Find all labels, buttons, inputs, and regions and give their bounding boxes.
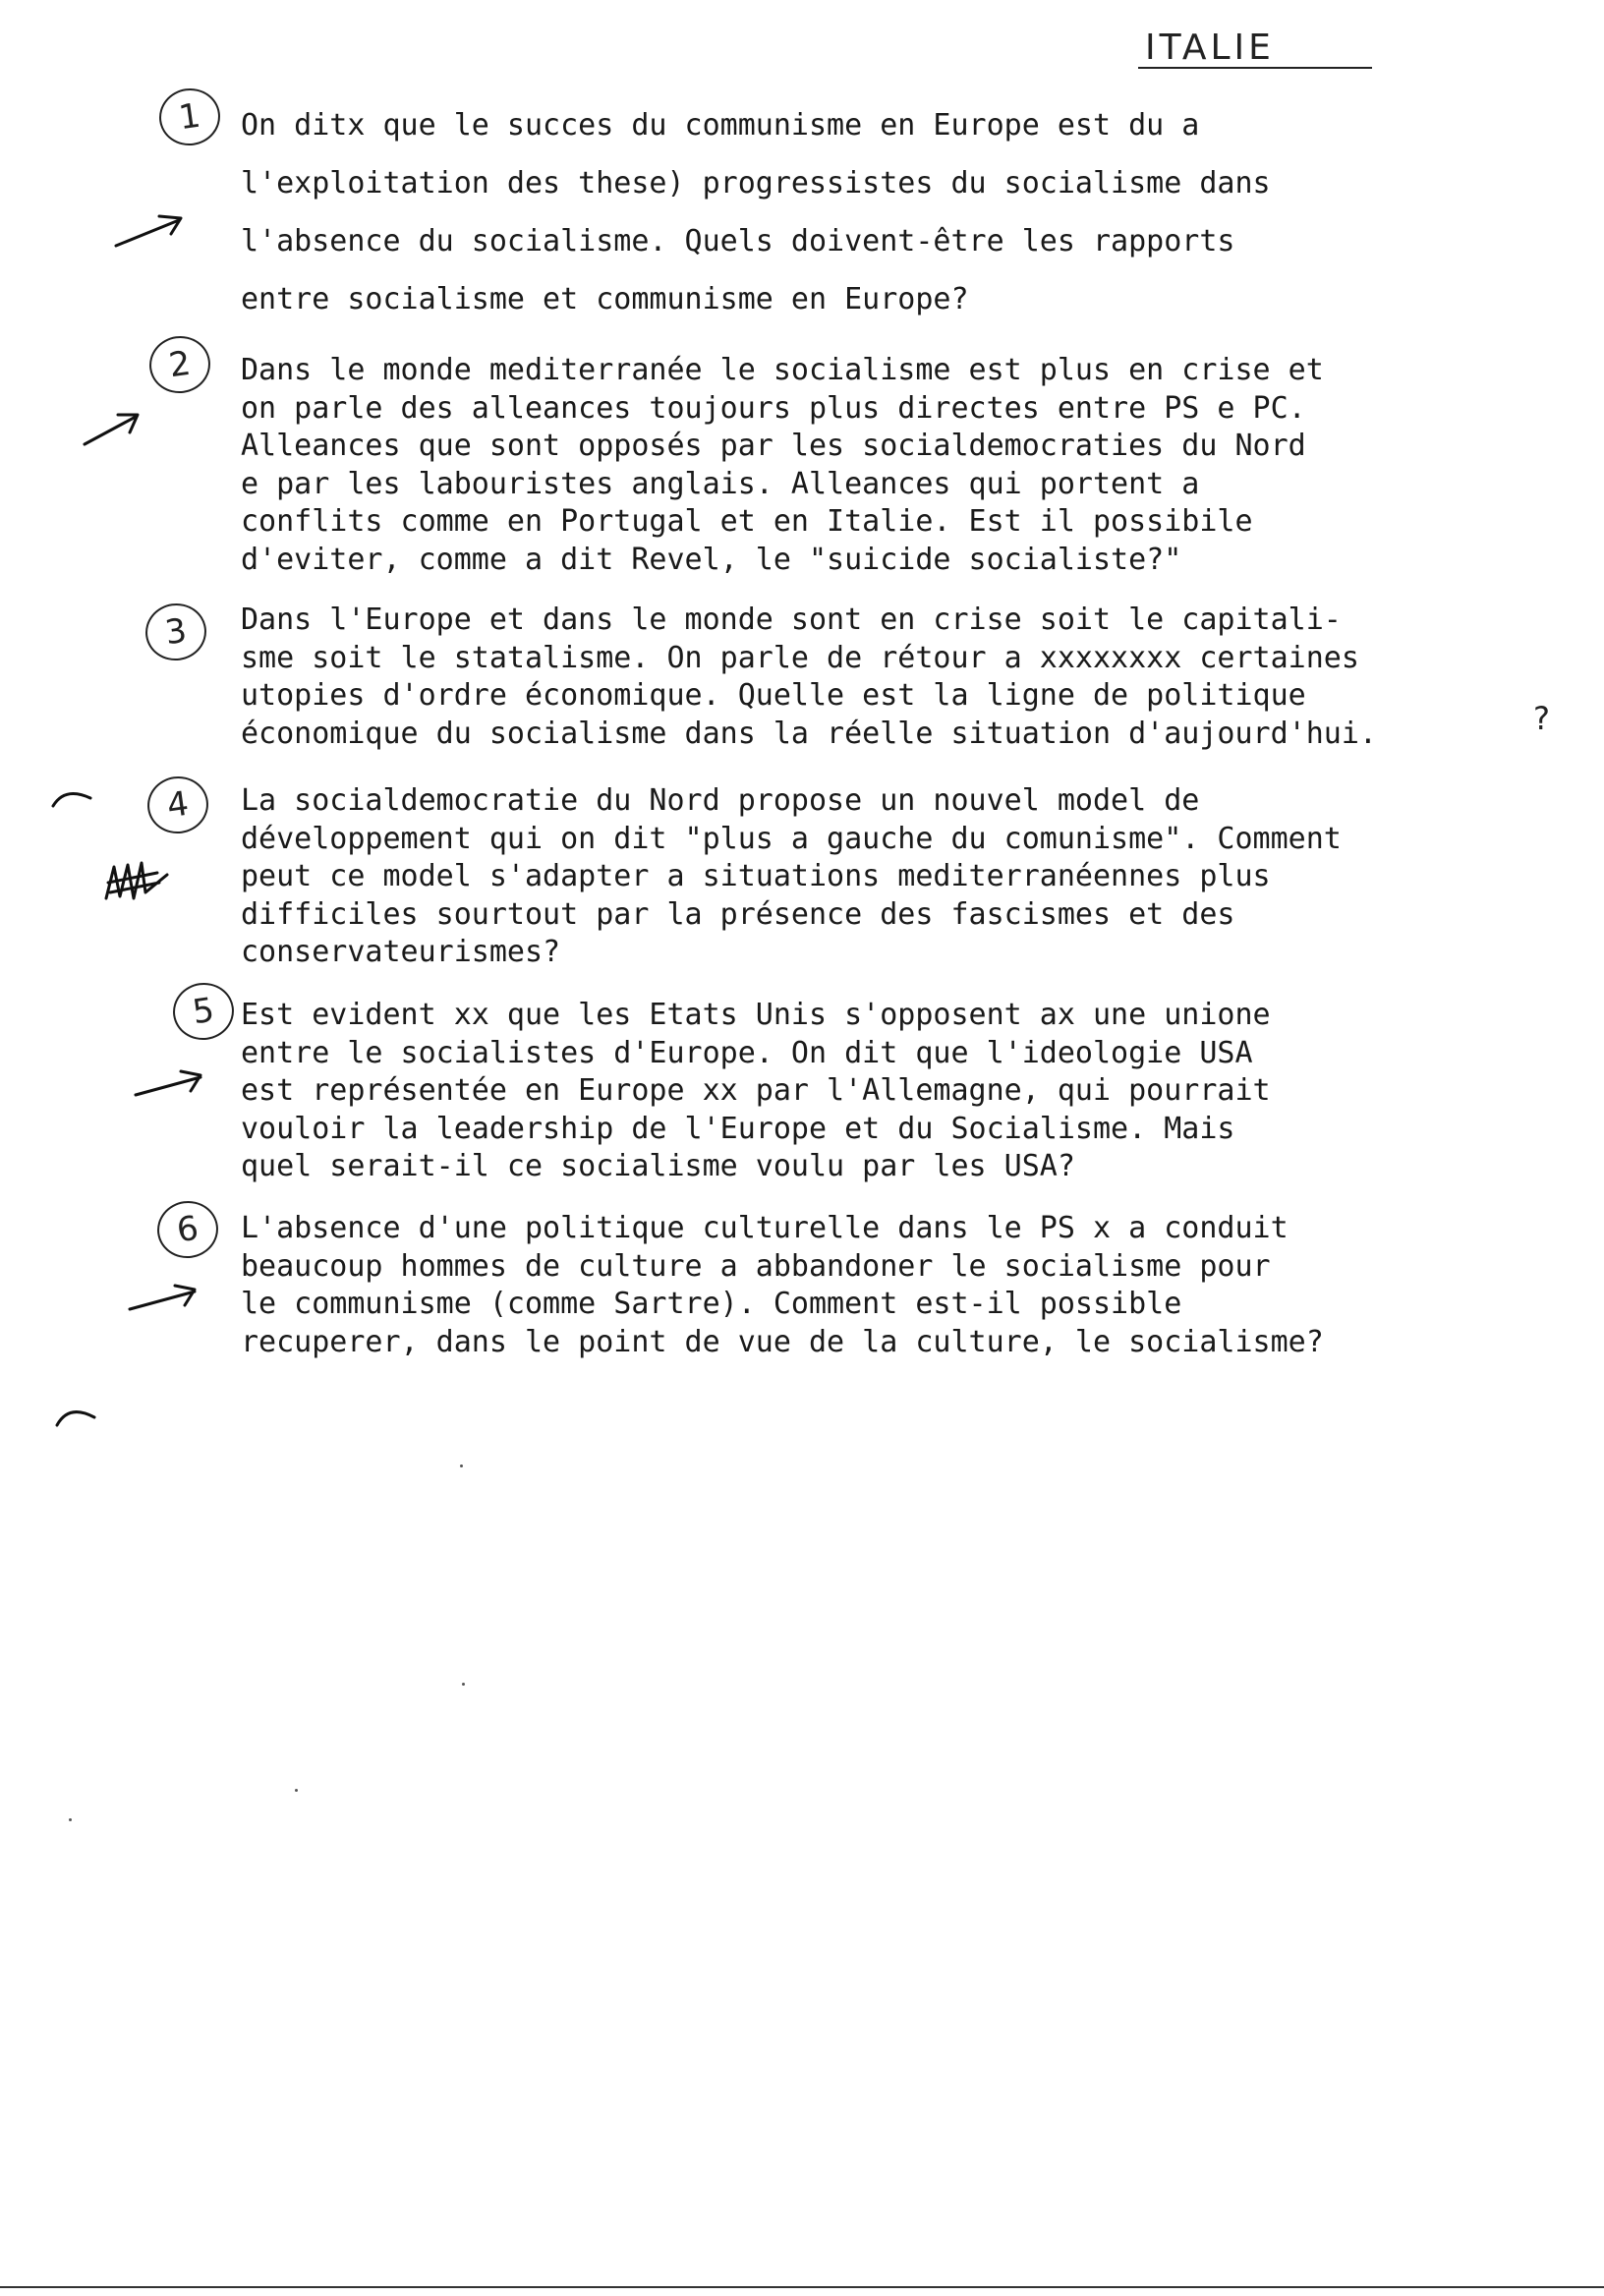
margin-question-mark: ? [1533,700,1550,737]
question-line: La socialdemocratie du Nord propose un nouvel model de [241,783,1200,818]
page-bottom-edge [0,2286,1604,2288]
question-line: difficiles sourtout par la présence des fascismes et des [241,896,1235,932]
question-2 [241,352,1558,579]
question-line: Est evident xx que les Etats Unis s'opposent ax une unione [241,998,1271,1032]
question-line: e par les labouristes anglais. Alleances qui portent a [241,466,1200,501]
scan-speck [460,1464,463,1467]
question-marker-5: 5 [169,979,237,1044]
question-marker-4: 4 [143,773,211,837]
question-3 [241,602,1558,753]
question-line: utopies d'ordre économique. Quelle est la ligne de politique [241,678,1306,713]
arrow-icon [130,1063,208,1103]
question-line: Alleances que sont opposés par les socialdemocraties du Nord [241,429,1306,463]
scan-speck [462,1683,465,1686]
question-line: Dans le monde mediterranée le socialisme est plus en crise et [241,353,1324,387]
question-line: le communisme (comme Sartre). Comment est-il possible [241,1287,1182,1321]
question-line: l'exploitation des these) progressistes du socialisme dans [241,166,1271,201]
question-line: économique du socialisme dans la réelle situation d'aujourd'hui. [241,716,1377,751]
scan-speck [69,1818,72,1821]
question-marker-2: 2 [145,332,213,397]
question-line: d'eviter, comme a dit Revel, le "suicide socialiste?" [241,542,1182,577]
question-line: développement qui on dit "plus a gauche du comunisme". Comment [241,821,1342,856]
arrow-icon [124,1278,202,1317]
question-line: recuperer, dans le point de vue de la culture, le socialisme? [241,1324,1324,1359]
question-line: conflits comme en Portugal et en Italie. Est il possibile [241,504,1253,539]
arrow-icon [110,206,189,256]
question-line: est représentée en Europe xx par l'Allemagne, qui pourrait [241,1073,1271,1108]
question-marker-6: 6 [153,1197,221,1262]
header-note: ITALIE [1145,28,1275,68]
question-line: vouloir la leadership de l'Europe et du Socialisme. Mais [241,1111,1235,1146]
header-underline [1138,67,1372,69]
margin-tick-icon [51,1400,100,1429]
question-line: on parle des alleances toujours plus directes entre PS e PC. [241,390,1306,426]
question-line: On ditx que le succes du communisme en Europe est du a [241,108,1200,143]
question-line: Dans l'Europe et dans le monde sont en crise soit le capitali- [241,603,1342,637]
scan-speck [295,1789,298,1792]
question-line: quel serait-il ce socialisme voulu par les USA? [241,1149,1075,1183]
question-6 [241,1210,1558,1361]
margin-tick-icon [47,782,96,812]
question-line: entre socialisme et communisme en Europe? [241,282,969,316]
question-1 [241,96,1558,328]
question-marker-1: 1 [155,85,223,149]
question-line: peut ce model s'adapter a situations mediterranéennes plus [241,859,1271,893]
question-line: sme soit le statalisme. On parle de rétour a xxxxxxxx certaines [241,640,1359,675]
question-4 [241,782,1558,972]
question-line: beaucoup hommes de culture a abbandoner le socialisme pour [241,1248,1271,1284]
question-line: L'absence d'une politique culturelle dans le PS x a conduit [241,1211,1289,1245]
question-line: entre le socialistes d'Europe. On dit que l'ideologie USA [241,1035,1253,1070]
question-marker-3: 3 [142,600,209,664]
arrow-icon [79,403,147,452]
question-line: conservateurismes? [241,935,561,969]
question-5 [241,997,1558,1186]
scribble-icon [98,853,177,912]
question-line: l'absence du socialisme. Quels doivent-être les rapports [241,224,1235,258]
